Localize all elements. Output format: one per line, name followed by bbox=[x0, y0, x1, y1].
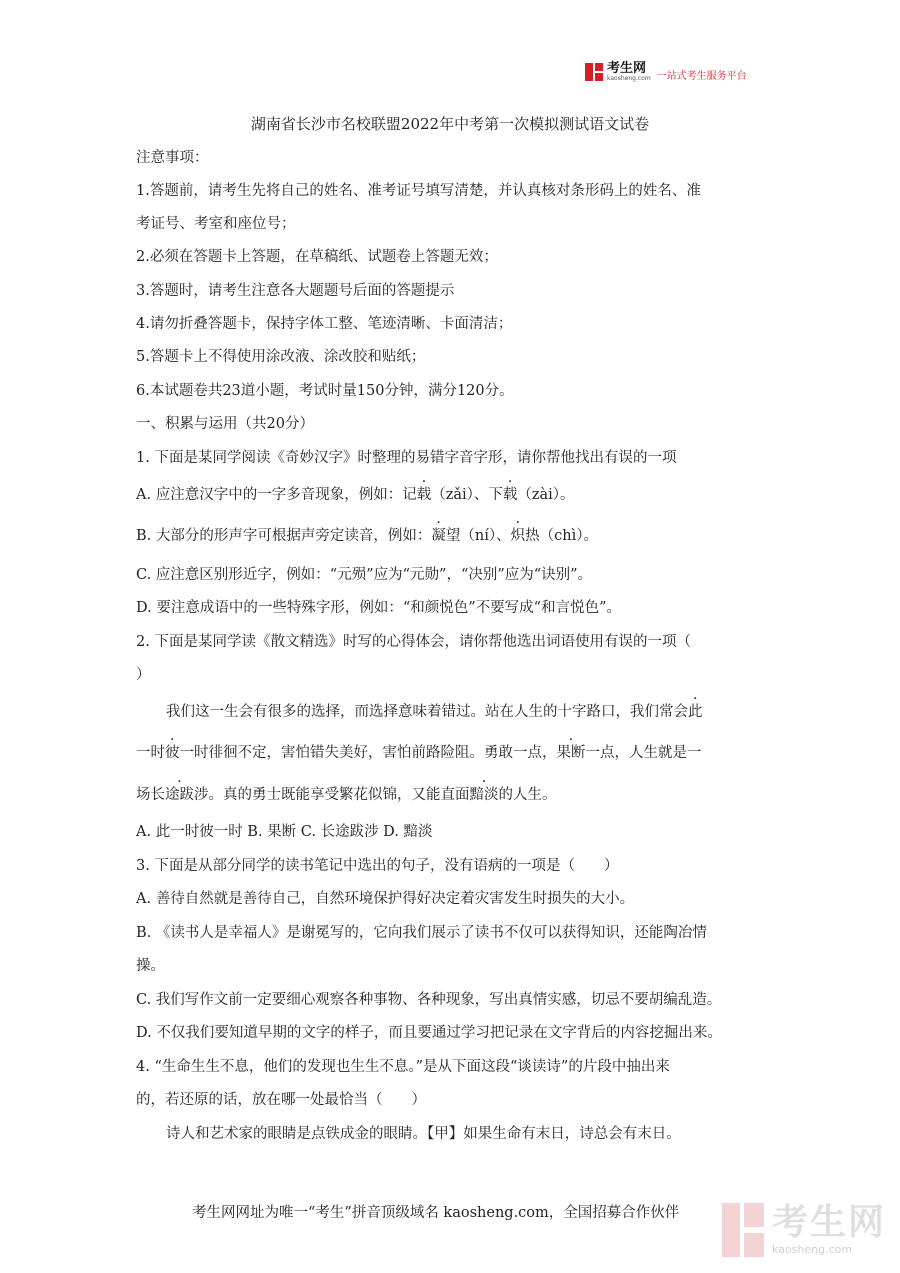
notice-item-5: 5.答题卡上不得使用涂改液、涂改胶和贴纸； bbox=[136, 349, 426, 365]
notice-item-1b: 考证号、考室和座位号； bbox=[136, 216, 296, 232]
header-logo bbox=[585, 60, 747, 84]
q2-stem-b: ） bbox=[136, 667, 151, 683]
notice-item-2: 2.必须在答题卡上答题，在草稿纸、试题卷上答题无效； bbox=[136, 249, 498, 265]
q2-passage-line3: 场长途跋涉。真的勇士既能享受繁花似锦，又能直面黯淡的人生。 bbox=[136, 787, 557, 803]
q2-stem-a: 2. 下面是某同学读《散文精选》时写的心得体会，请你帮他选出词语使用有误的一项（ bbox=[136, 634, 691, 650]
logo-name: 考生网 bbox=[607, 61, 647, 76]
notice-heading: 注意事项： bbox=[136, 150, 209, 166]
notice-item-4: 4.请勿折叠答题卡，保持字体工整、笔迹清晰、卡面清洁； bbox=[136, 316, 513, 332]
q1-stem: 1. 下面是某同学阅读《奇妙汉字》时整理的易错字音字形，请你帮他找出有误的一项 bbox=[136, 450, 677, 466]
q2-passage-line2: · 一时彼一时徘徊不定，害怕错失美好，害怕前路险阻。勇敢一点，果断一点，人生就是一 bbox=[136, 743, 702, 763]
notice-item-6: 6.本试题卷共23道小题，考试时量150分钟，满分120分。 bbox=[136, 383, 514, 399]
page-title: 湖南省长沙市名校联盟2022年中考第一次模拟测试语文试卷 bbox=[250, 115, 650, 133]
footer-text: 考生网网址为唯一“考生”拼音顶级域名 kaosheng.com，全国招募合作伙伴 bbox=[192, 1205, 680, 1221]
q3-stem: 3. 下面是从部分同学的读书笔记中选出的句子，没有语病的一项是（ ） bbox=[136, 858, 619, 874]
logo-domain: kaosheng.com bbox=[607, 75, 651, 82]
q1-option-d: D. 要注意成语中的一些特殊字形，例如：“和颜悦色”不要写成“和言悦色”。 bbox=[136, 600, 621, 616]
logo-icon bbox=[585, 63, 603, 81]
notice-item-3: 3.答题时，请考生注意各大题题号后面的答题提示 bbox=[136, 283, 455, 299]
q3-option-a: A. 善待自然就是善待自己，自然环境保护得好决定着灾害发生时损失的大小。 bbox=[136, 891, 635, 907]
q4-stem1: 4. “生命生生不息，他们的发现也生生不息。”是从下面这段“谈读诗”的片段中抽出来 bbox=[136, 1059, 670, 1075]
q2-options: A. 此一时彼一时 B. 果断 C. 长途跋涉 D. 黯淡 bbox=[136, 824, 433, 840]
watermark-logo-icon bbox=[722, 1203, 766, 1257]
watermark-domain: kaosheng.com bbox=[772, 1243, 853, 1256]
q1-option-a: A. 应注意汉字中的一字多音现象，例如：记载（zǎi）、下载（zài）。 bbox=[136, 487, 575, 503]
footer-watermark bbox=[722, 1203, 886, 1257]
q3-option-b2: 操。 bbox=[136, 958, 165, 974]
section-heading: 一、积累与运用（共20分） bbox=[136, 416, 314, 432]
logo-slogan: 一站式考生服务平台 bbox=[656, 70, 747, 82]
q3-option-c: C. 我们写作文前一定要细心观察各种事物、各种现象，写出真情实感，切忌不要胡编乱造。 bbox=[136, 992, 722, 1008]
q3-option-b1: B. 《读书人是幸福人》是谢冕写的，它向我们展示了读书不仅可以获得知识，还能陶冶情 bbox=[136, 925, 707, 941]
q1-option-b: B. 大部分的形声字可根据声旁定读音，例如：凝望（ní）、炽热（chì）。 bbox=[136, 528, 598, 544]
q4-passage: 诗人和艺术家的眼睛是点铁成金的眼睛。【甲】如果生命有末日，诗总会有末日。 bbox=[166, 1126, 681, 1142]
notice-item-1a: 1.答题前，请考生先将自己的姓名、准考证号填写清楚，并认真核对条形码上的姓名、准 bbox=[136, 183, 701, 199]
q2-passage-line1: 我们这一生会有很多的选择，而选择意味着错过。站在人生的十字路口，我们常会此 bbox=[166, 704, 703, 720]
q3-option-d: D. 不仅我们要知道早期的文字的样子，而且要通过学习把记录在文字背后的内容挖掘出来。 bbox=[136, 1025, 722, 1041]
q1-option-c: C. 应注意区别形近字，例如：“元殒”应为“元勋”，“决别”应为“诀别”。 bbox=[136, 567, 593, 583]
watermark-name: 考生网 bbox=[772, 1202, 887, 1243]
q4-stem2: 的，若还原的话，放在哪一处最恰当（ ） bbox=[136, 1092, 426, 1108]
